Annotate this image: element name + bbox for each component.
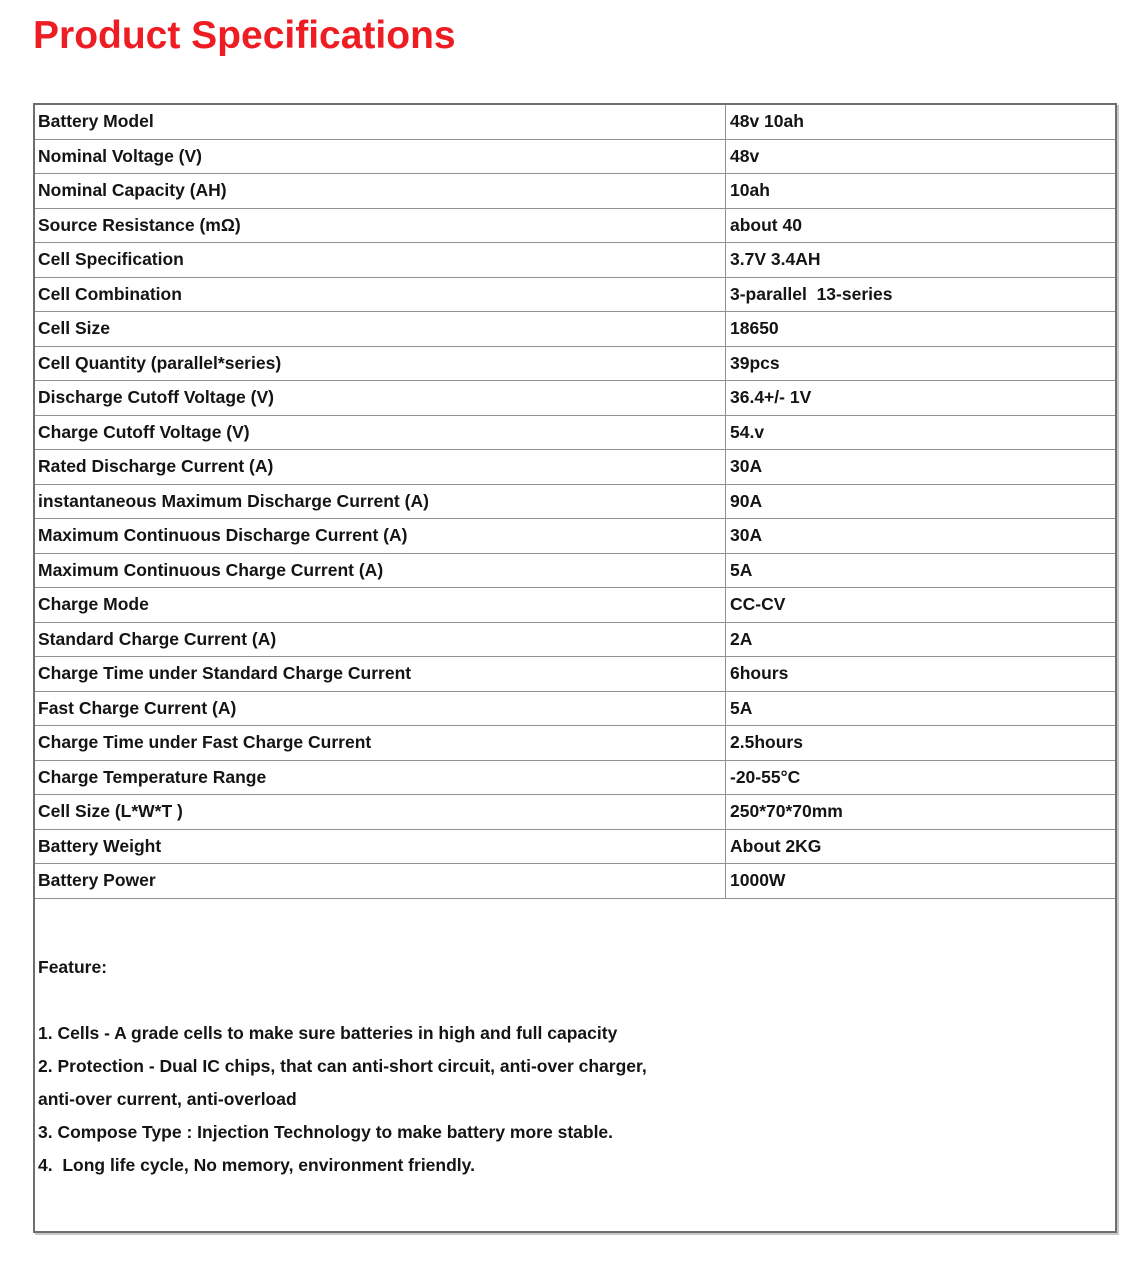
- spec-label-cell: Nominal Capacity (AH): [35, 174, 726, 208]
- spec-value-cell: 5A: [730, 697, 753, 718]
- feature-section: [35, 899, 1115, 1231]
- table-row: [35, 243, 1115, 278]
- table-row: [35, 830, 1115, 865]
- spec-value-cell: 3.7V 3.4AH: [730, 249, 821, 270]
- feature-line: 1. Cells - A grade cells to make sure batteries in high and full capacity: [38, 1022, 618, 1043]
- spec-label-cell: Fast Charge Current (A): [35, 692, 726, 726]
- table-row: [35, 312, 1115, 347]
- spec-value-cell: 1000W: [730, 870, 786, 891]
- spec-value-cell: 3-parallel 13-series: [730, 283, 893, 304]
- spec-label-cell: Discharge Cutoff Voltage (V): [35, 381, 726, 415]
- spec-label-cell: Charge Cutoff Voltage (V): [35, 416, 726, 450]
- spec-value-cell: 10ah: [730, 180, 770, 201]
- spec-label-cell: Rated Discharge Current (A): [35, 450, 726, 484]
- spec-value-cell: 90A: [730, 490, 763, 511]
- spec-label-cell: Battery Weight: [35, 830, 726, 864]
- spec-label-cell: Charge Mode: [35, 588, 726, 622]
- spec-value-cell: 48v: [730, 145, 760, 166]
- table-row: [35, 864, 1115, 899]
- spec-label-cell: Standard Charge Current (A): [35, 623, 726, 657]
- spec-label-cell: Battery Power: [35, 864, 726, 898]
- table-row: [35, 761, 1115, 796]
- table-row: [35, 416, 1115, 451]
- spec-label-cell: Battery Model: [35, 105, 726, 139]
- spec-value-cell: CC-CV: [730, 594, 786, 615]
- feature-heading: Feature:: [38, 956, 108, 977]
- table-row: [35, 554, 1115, 589]
- table-row: [35, 657, 1115, 692]
- feature-lines: [38, 1017, 1109, 1182]
- spec-label-cell: Cell Combination: [35, 278, 726, 312]
- table-row: [35, 278, 1115, 313]
- spec-table-rows: [35, 105, 1115, 899]
- spec-value-cell: 2.5hours: [730, 732, 803, 753]
- table-row: [35, 174, 1115, 209]
- spec-value-cell: 5A: [730, 559, 753, 580]
- feature-line: 3. Compose Type : Injection Technology to make battery more stable.: [38, 1121, 614, 1142]
- feature-line: 2. Protection - Dual IC chips, that can anti-short circuit, anti-over charger,: [38, 1055, 647, 1076]
- spec-label-cell: Charge Time under Standard Charge Current: [35, 657, 726, 691]
- feature-line: 4. Long life cycle, No memory, environment friendly.: [38, 1154, 475, 1175]
- spec-label-cell: Nominal Voltage (V): [35, 140, 726, 174]
- table-row: [35, 795, 1115, 830]
- spec-value-cell: About 2KG: [730, 835, 822, 856]
- spec-label-cell: Cell Quantity (parallel*series): [35, 347, 726, 381]
- feature-line: anti-over current, anti-overload: [38, 1088, 297, 1109]
- spec-label-cell: Cell Specification: [35, 243, 726, 277]
- spec-value-cell: 54.v: [730, 421, 765, 442]
- spec-value-cell: 6hours: [730, 663, 789, 684]
- table-row: [35, 726, 1115, 761]
- spec-label-cell: Source Resistance (mΩ): [35, 209, 726, 243]
- table-row: [35, 588, 1115, 623]
- spec-value-cell: -20-55°C: [730, 766, 801, 787]
- spec-label-cell: Cell Size (L*W*T ): [35, 795, 726, 829]
- spec-value-cell: 30A: [730, 456, 763, 477]
- spec-table: [33, 103, 1117, 1233]
- spec-label-cell: Charge Time under Fast Charge Current: [35, 726, 726, 760]
- table-row: [35, 140, 1115, 175]
- spec-value-cell: 39pcs: [730, 352, 780, 373]
- spec-label-cell: Maximum Continuous Discharge Current (A): [35, 519, 726, 553]
- page-title: Product Specifications: [33, 14, 456, 57]
- table-row: [35, 519, 1115, 554]
- table-row: [35, 209, 1115, 244]
- spec-label-cell: Cell Size: [35, 312, 726, 346]
- table-row: [35, 485, 1115, 520]
- spec-value-cell: 48v 10ah: [730, 111, 804, 132]
- table-row: [35, 105, 1115, 140]
- spec-value-cell: 30A: [730, 525, 763, 546]
- spec-label-cell: Charge Temperature Range: [35, 761, 726, 795]
- table-row: [35, 381, 1115, 416]
- spec-label-cell: Maximum Continuous Charge Current (A): [35, 554, 726, 588]
- table-row: [35, 623, 1115, 658]
- spec-value-cell: 36.4+/- 1V: [730, 387, 812, 408]
- table-row: [35, 692, 1115, 727]
- spec-value-cell: 18650: [730, 318, 779, 339]
- spec-value-cell: 2A: [730, 628, 753, 649]
- spec-value-cell: 250*70*70mm: [730, 801, 843, 822]
- table-row: [35, 450, 1115, 485]
- spec-value-cell: about 40: [730, 214, 802, 235]
- spec-label-cell: instantaneous Maximum Discharge Current (A): [35, 485, 726, 519]
- table-row: [35, 347, 1115, 382]
